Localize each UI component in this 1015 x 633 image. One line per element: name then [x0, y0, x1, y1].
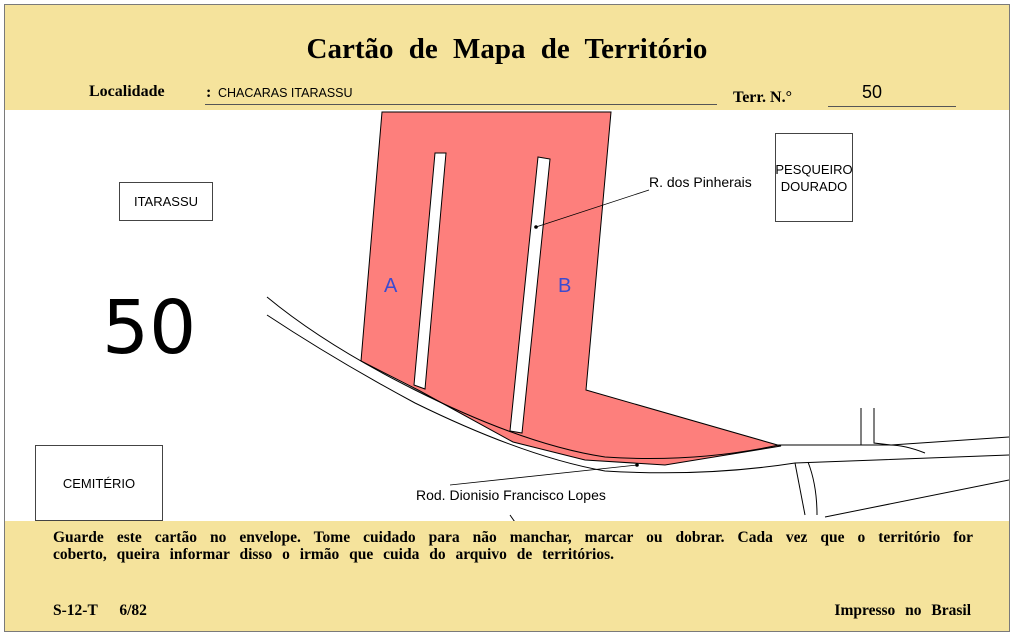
landmark-pesqueiro-line2: DOURADO [780, 178, 848, 194]
landmark-itarassu [119, 182, 213, 221]
landmark-cemiterio-label: CEMITÉRIO [62, 475, 136, 491]
territory-number: 50 [862, 82, 883, 102]
block-label-b: B [558, 275, 572, 297]
card-footer [5, 521, 1009, 631]
landmark-pesqueiro-dourado [775, 133, 853, 222]
locality-colon: : [206, 84, 212, 101]
landmark-cemiterio [35, 445, 163, 521]
landmark-itarassu-label: ITARASSU [133, 194, 199, 209]
card-title: Cartão de Mapa de Território [306, 33, 708, 65]
territory-card [4, 4, 1010, 632]
printed-in: Impresso no Brasil [834, 602, 971, 619]
landmark-pesqueiro-line1: PESQUEIRO [775, 161, 853, 177]
locality-label: Localidade [89, 83, 165, 100]
street-label-rodovia: Rod. Dionisio Francisco Lopes [416, 487, 606, 503]
leader-rodovia [450, 465, 637, 485]
leader-rodovia-dot [635, 463, 639, 467]
footer-instructions: Guarde este cartão no envelope. Tome cuidado para não manchar, marcar ou dobrar. Cada vez que o território for coberto, queira informar disso o irmão que cuida do arquivo de territórios. [53, 529, 973, 563]
territory-big-number: 50 [102, 285, 197, 371]
street-label-pinherais: R. dos Pinherais [649, 174, 752, 190]
block-label-a: A [384, 275, 398, 297]
locality-value: CHACARAS ITARASSU [218, 86, 353, 100]
leader-pinherais-dot [534, 225, 538, 229]
territory-label: Terr. N.° [733, 89, 792, 106]
form-code: S-12-T 6/82 [53, 602, 147, 619]
